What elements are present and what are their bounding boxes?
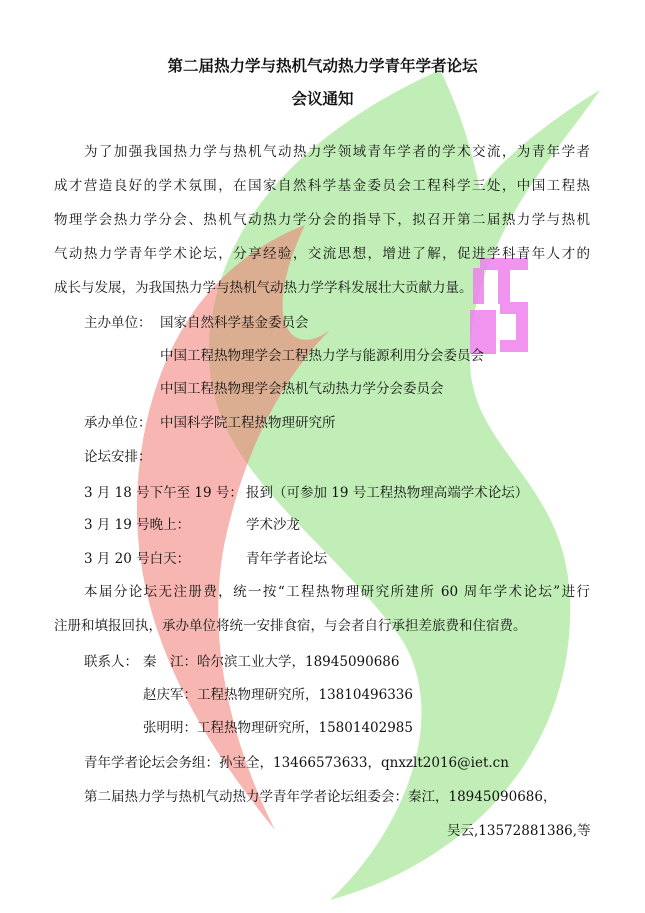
committee-line: 第二届热力学与热机气动热力学青年学者论坛组委会：秦江，18945090686， — [84, 789, 557, 805]
contact-entry: 张明明：工程热物理研究所，15801402985 — [143, 720, 413, 736]
notice-subtitle: 会议通知 — [291, 90, 354, 108]
schedule-event: 学术沙龙 — [246, 517, 300, 533]
organizer-value: 中国科学院工程热物理研究所 — [160, 415, 336, 431]
schedule-date: 3 月 20 号白天： — [84, 551, 191, 567]
intro-line: 气动热力学青年学术论坛，分享经验，交流思想，增进了解，促进学科青年人才的 — [54, 246, 590, 262]
schedule-label: 论坛安排： — [84, 449, 152, 465]
schedule-event: 报到（可参加 19 号工程热物理高端学术论坛） — [246, 485, 529, 501]
schedule-date: 3 月 18 号下午至 19 号： — [84, 485, 243, 501]
sponsor-item: 中国工程热物理学会工程热力学与能源利用分会委员会 — [160, 348, 484, 364]
notice-title: 第二届热力学与热机气动热力学青年学者论坛 — [167, 57, 478, 75]
intro-line: 为了加强我国热力学与热机气动热力学领域青年学者的学术交流，为青年学者 — [84, 144, 590, 160]
contact-entry: 赵庆军：工程热物理研究所，13810496336 — [143, 687, 413, 703]
sponsor-item: 中国工程热物理学会热机气动热力学分会委员会 — [160, 381, 444, 397]
organizer-label: 承办单位： — [84, 415, 152, 431]
intro-line: 成长与发展，为我国热力学与热机气动热力学学科发展壮大贡献力量。 — [54, 280, 473, 296]
secretariat-line: 青年学者论坛会务组：孙宝全，13466573633，qnxzlt2016@iet.cn — [84, 755, 509, 771]
fee-note-line: 注册和填报回执，承办单位将统一安排食宿，与会者自行承担差旅费和住宿费。 — [54, 618, 527, 634]
intro-line: 成才营造良好的学术氛围，在国家自然科学基金委员会工程科学三处，中国工程热 — [54, 178, 590, 194]
sponsor-label: 主办单位： — [84, 315, 152, 331]
schedule-date: 3 月 19 号晚上： — [84, 517, 191, 533]
committee-line: 吴云,13572881386,等 — [447, 823, 591, 839]
sponsor-item: 国家自然科学基金委员会 — [160, 315, 309, 331]
iet-letters — [470, 258, 528, 354]
schedule-event: 青年学者论坛 — [246, 551, 327, 567]
fee-note-line: 本届分论坛无注册费，统一按“工程热物理研究所建所 60 周年学术论坛”进行 — [84, 584, 590, 600]
contact-entry: 秦 江：哈尔滨工业大学，18945090686 — [143, 654, 400, 670]
intro-line: 物理学会热力学分会、热机气动热力学分会的指导下，拟召开第二届热力学与热机 — [54, 212, 590, 228]
contacts-label: 联系人： — [84, 654, 138, 670]
